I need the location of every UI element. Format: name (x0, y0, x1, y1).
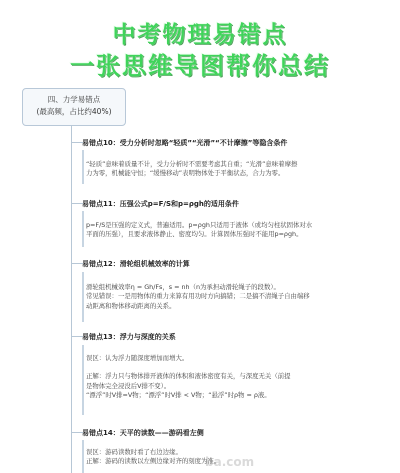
note-line: “轻质”意味着质量不计，受力分析时不需要考虑其自重；“光滑”意味着摩擦 (86, 160, 298, 168)
trunk-connector (71, 125, 72, 473)
note-item-12 (86, 283, 386, 311)
note-line: p=F/S是压强的定义式，普遍适用。p=ρgh只适用于液体（或均匀柱状固体对水 (86, 221, 313, 229)
note-item-11 (86, 221, 386, 240)
sub-connector (82, 150, 84, 184)
note-line: 误区：游码读数时看了右边边缘。 (86, 448, 182, 456)
note-line: 力为零，机械能守恒；“缓慢移动”表明物体处于平衡状态，合力为零。 (86, 169, 285, 178)
note-line: 滑轮组机械效率η = Gh/Fs，s = nh（n为承担动滑轮绳子的段数）。 (86, 283, 280, 291)
sub-connector (82, 345, 84, 415)
note-line: 误区：认为浮力随深度增加而增大。 (86, 354, 189, 362)
node-item-11: 易错点11：压强公式p=F/S和p=ρgh的适用条件 (82, 200, 239, 208)
watermark: ba.com (205, 455, 255, 469)
node-item-14: 易错点14：天平的读数——游码看左侧 (82, 429, 204, 437)
note-line: 平面的压强），且要求液体静止、密度均匀。计算固体压强时不能用p=ρgh。 (86, 230, 303, 239)
node-item-10: 易错点10：受力分析时忽略“轻质”“光滑”“不计摩擦”等隐含条件 (82, 139, 288, 147)
sub-connector (82, 272, 84, 322)
sub-connector (82, 211, 84, 247)
title-banner (0, 0, 400, 80)
root-subtitle: (最高频，占比约40%) (36, 107, 112, 116)
node-item-12: 易错点12：滑轮组机械效率的计算 (82, 260, 190, 268)
root-node (22, 88, 126, 126)
note-line: 正解：浮力只与物体排开液体的体积和液体密度有关，与深度无关（前提 (86, 372, 291, 381)
note-item-10 (86, 160, 386, 179)
root-title: 四、力学易错点 (47, 95, 101, 104)
note-item-13 (86, 354, 386, 401)
note-line: “漂浮”时V排=V物；“漂浮”时V排 < V物；“悬浮”时ρ物 = ρ液。 (86, 391, 271, 400)
note-line: 正解：游码的读数以左侧边缘对齐的刻度为准。 (86, 457, 221, 466)
note-line: 是物体完全浸没后V排不变）。 (86, 381, 171, 390)
node-item-13: 易错点13：浮力与深度的关系 (82, 333, 176, 341)
note-line: 动距离和物体移动距离的关系。 (86, 301, 176, 310)
main-title: 中考物理易错点 (112, 22, 288, 48)
main-subtitle: 一张思维导图帮你总结 (70, 52, 330, 80)
note-line: 常见错误：一是用物体的重力来算有用功时方向搞错；二是搞不清绳子自由端移 (86, 292, 310, 301)
sub-connector (82, 440, 84, 473)
